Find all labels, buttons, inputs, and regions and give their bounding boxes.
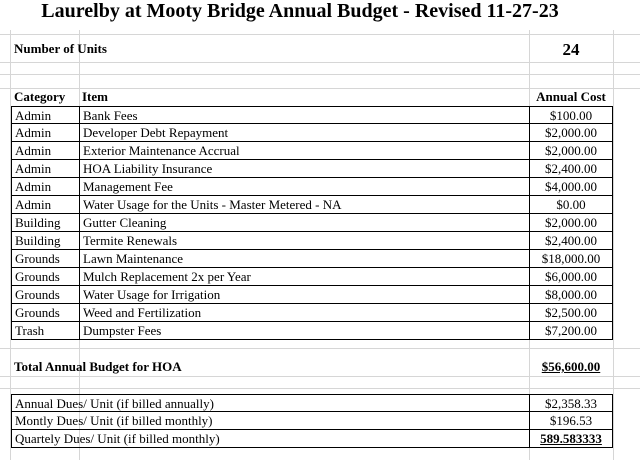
row-cost: $8,000.00 (529, 286, 613, 304)
row-cost: $7,200.00 (529, 322, 613, 340)
dues-label: Annual Dues/ Unit (if billed annually) (11, 394, 529, 412)
row-item: Bank Fees (79, 106, 529, 124)
row-cost: $6,000.00 (529, 268, 613, 286)
header-item: Item (82, 89, 108, 104)
total-value: $56,600.00 (541, 359, 601, 374)
total-row (0, 358, 640, 376)
dues-label: Montly Dues/ Unit (if billed monthly) (11, 412, 529, 430)
row-category: Admin (11, 160, 79, 178)
table-row (0, 160, 640, 178)
header-category: Category (14, 89, 66, 104)
dues-row (0, 394, 640, 412)
row-item: Management Fee (79, 178, 529, 196)
row-category: Trash (11, 322, 79, 340)
row-category: Admin (11, 196, 79, 214)
row-item: HOA Liability Insurance (79, 160, 529, 178)
dues-value: $196.53 (529, 412, 613, 430)
dues-row (0, 412, 640, 430)
row-category: Building (11, 214, 79, 232)
row-cost: $2,000.00 (529, 214, 613, 232)
dues-row (0, 430, 640, 448)
header-cost: Annual Cost (536, 89, 606, 104)
row-item: Mulch Replacement 2x per Year (79, 268, 529, 286)
row-cost: $4,000.00 (529, 178, 613, 196)
row-item: Termite Renewals (79, 232, 529, 250)
table-row (0, 304, 640, 322)
table-row (0, 268, 640, 286)
row-category: Grounds (11, 250, 79, 268)
row-cost: $2,400.00 (529, 232, 613, 250)
table-row (0, 214, 640, 232)
table-row (0, 322, 640, 340)
row-item: Developer Debt Repayment (79, 124, 529, 142)
table-row (0, 286, 640, 304)
row-cost: $2,400.00 (529, 160, 613, 178)
page-title: Laurelby at Mooty Bridge Annual Budget - Revised 11-27-23 (41, 0, 559, 22)
row-category: Grounds (11, 304, 79, 322)
units-row (0, 40, 640, 60)
row-item: Water Usage for the Units - Master Metered - NA (79, 196, 529, 214)
row-category: Admin (11, 142, 79, 160)
row-category: Admin (11, 106, 79, 124)
table-row (0, 142, 640, 160)
table-row (0, 106, 640, 124)
row-cost: $18,000.00 (529, 250, 613, 268)
row-category: Admin (11, 124, 79, 142)
row-item: Weed and Fertilization (79, 304, 529, 322)
row-category: Grounds (11, 268, 79, 286)
row-category: Admin (11, 178, 79, 196)
row-category: Building (11, 232, 79, 250)
units-value: 24 (562, 40, 580, 59)
row-item: Dumpster Fees (79, 322, 529, 340)
table-header (0, 88, 640, 106)
row-cost: $2,500.00 (529, 304, 613, 322)
row-item: Lawn Maintenance (79, 250, 529, 268)
table-row (0, 178, 640, 196)
table-row (0, 250, 640, 268)
table-row (0, 196, 640, 214)
units-label: Number of Units (14, 41, 107, 56)
table-row (0, 232, 640, 250)
row-cost: $100.00 (529, 106, 613, 124)
total-label: Total Annual Budget for HOA (14, 359, 182, 374)
row-cost: $2,000.00 (529, 142, 613, 160)
dues-value: 589.583333 (529, 430, 613, 448)
row-cost: $2,000.00 (529, 124, 613, 142)
dues-label: Quartely Dues/ Unit (if billed monthly) (11, 430, 529, 448)
dues-value: $2,358.33 (529, 394, 613, 412)
row-item: Gutter Cleaning (79, 214, 529, 232)
row-category: Grounds (11, 286, 79, 304)
row-item: Water Usage for Irrigation (79, 286, 529, 304)
row-item: Exterior Maintenance Accrual (79, 142, 529, 160)
row-cost: $0.00 (529, 196, 613, 214)
table-row (0, 124, 640, 142)
